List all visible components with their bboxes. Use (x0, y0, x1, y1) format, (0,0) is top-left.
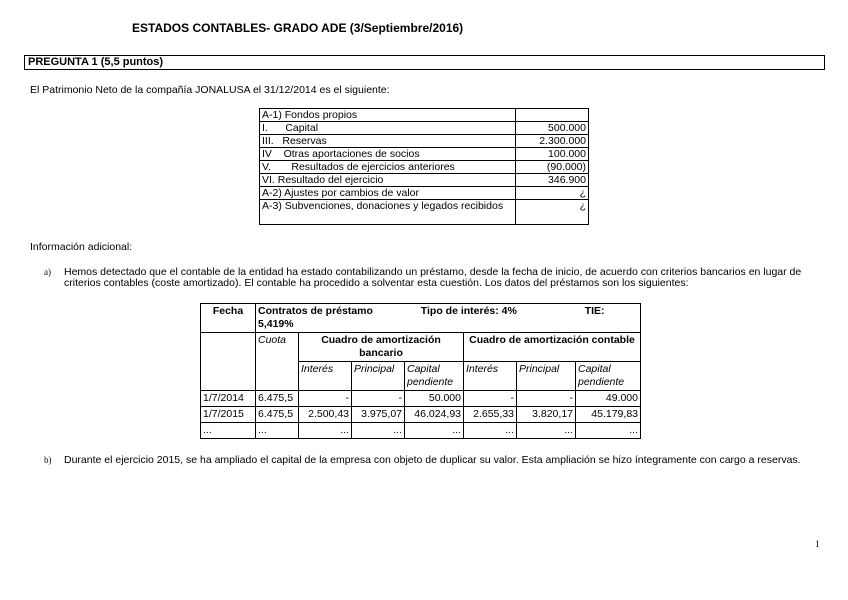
additional-info-heading: Información adicional: (30, 241, 133, 253)
intro-paragraph: El Patrimonio Neto de la compañía JONALUSA el 31/12/2014 es el siguiente: (30, 84, 390, 96)
item-a-text: Hemos detectado que el contable de la entidad ha estado contabilizando un préstamo, desde la fecha de inicio, de acuerdo con criterios bancarios en lugar de criterios contables (coste amortizado). El contable ha procedido a solventar esta cuestión. Los datos del préstamos son los siguientes: (64, 266, 802, 289)
table-row (201, 333, 641, 362)
equity-label: III. Reservas (260, 135, 516, 148)
equity-value: ¿ (516, 200, 589, 225)
cell-interes-bancario: ... (299, 423, 352, 439)
question-header-box (24, 55, 825, 70)
table-row (260, 109, 589, 122)
table-row (260, 161, 589, 174)
header-interes: Interés (464, 362, 517, 391)
header-fecha: Fecha (201, 304, 256, 333)
equity-value: 100.000 (516, 148, 589, 161)
page-number: 1 (815, 539, 820, 549)
header-contratos (256, 304, 641, 333)
equity-label: I. Capital (260, 122, 516, 135)
cell-interes-bancario: - (299, 391, 352, 407)
equity-label: A-3) Subvenciones, donaciones y legados recibidos (260, 200, 516, 225)
header-cuadro-bancario: Cuadro de amortización bancario (299, 333, 464, 362)
item-a-marker: a) (44, 267, 51, 277)
equity-value: 2.300.000 (516, 135, 589, 148)
empty-cell (201, 333, 256, 391)
table-row (201, 407, 641, 423)
header-capital: Capital pendiente (405, 362, 464, 391)
header-cuota: Cuota (256, 333, 299, 391)
equity-label: A-2) Ajustes por cambios de valor (260, 187, 516, 200)
cell-capital-contable: ... (576, 423, 641, 439)
cell-principal-bancario: ... (352, 423, 405, 439)
cell-interes-contable: 2.655,33 (464, 407, 517, 423)
cell-principal-contable: ... (517, 423, 576, 439)
equity-value: 346.900 (516, 174, 589, 187)
cell-capital-contable: 45.179,83 (576, 407, 641, 423)
equity-value: ¿ (516, 187, 589, 200)
cell-interes-bancario: 2.500,43 (299, 407, 352, 423)
table-row (260, 174, 589, 187)
header-cuadro-contable: Cuadro de amortización contable (464, 333, 641, 362)
header-tie: TIE: 5,419% (258, 305, 605, 330)
header-tipo-interes: Tipo de interés: 4% (420, 305, 517, 317)
cell-capital-contable: 49.000 (576, 391, 641, 407)
header-contratos-label: Contratos de préstamo (258, 305, 373, 317)
item-b (44, 454, 804, 466)
cell-interes-contable: ... (464, 423, 517, 439)
question-title: PREGUNTA 1 (5,5 puntos) (28, 56, 164, 68)
cell-capital-bancario: 46.024,93 (405, 407, 464, 423)
loan-table (200, 303, 641, 439)
table-row (260, 148, 589, 161)
header-principal: Principal (352, 362, 405, 391)
equity-label: V. Resultados de ejercicios anteriores (260, 161, 516, 174)
cell-interes-contable: - (464, 391, 517, 407)
table-row (201, 423, 641, 439)
equity-table (259, 108, 589, 225)
item-b-marker: b) (44, 455, 52, 465)
equity-value: (90.000) (516, 161, 589, 174)
table-row (260, 135, 589, 148)
cell-cuota: 6.475,5 (256, 391, 299, 407)
table-row (260, 200, 589, 225)
equity-label: VI. Resultado del ejercicio (260, 174, 516, 187)
header-principal: Principal (517, 362, 576, 391)
cell-principal-contable: 3.820,17 (517, 407, 576, 423)
cell-cuota: 6.475,5 (256, 407, 299, 423)
item-b-text: Durante el ejercicio 2015, se ha ampliado el capital de la empresa con objeto de duplicar su valor. Esta ampliación se hizo íntegramente con cargo a reservas. (64, 454, 801, 466)
equity-label: A-1) Fondos propios (260, 109, 516, 122)
document-title: ESTADOS CONTABLES- GRADO ADE (3/Septiembre/2016) (132, 21, 464, 35)
header-capital: Capital pendiente (576, 362, 641, 391)
item-a (44, 266, 804, 289)
table-row (260, 122, 589, 135)
equity-label: IV Otras aportaciones de socios (260, 148, 516, 161)
cell-principal-bancario: 3.975,07 (352, 407, 405, 423)
table-row (201, 304, 641, 333)
header-interes: Interés (299, 362, 352, 391)
cell-fecha: 1/7/2014 (201, 391, 256, 407)
table-row (260, 187, 589, 200)
cell-capital-bancario: ... (405, 423, 464, 439)
cell-cuota: ... (256, 423, 299, 439)
cell-capital-bancario: 50.000 (405, 391, 464, 407)
equity-value (516, 109, 589, 122)
cell-principal-bancario: - (352, 391, 405, 407)
cell-principal-contable: - (517, 391, 576, 407)
table-row (201, 391, 641, 407)
cell-fecha: ... (201, 423, 256, 439)
cell-fecha: 1/7/2015 (201, 407, 256, 423)
equity-value: 500.000 (516, 122, 589, 135)
